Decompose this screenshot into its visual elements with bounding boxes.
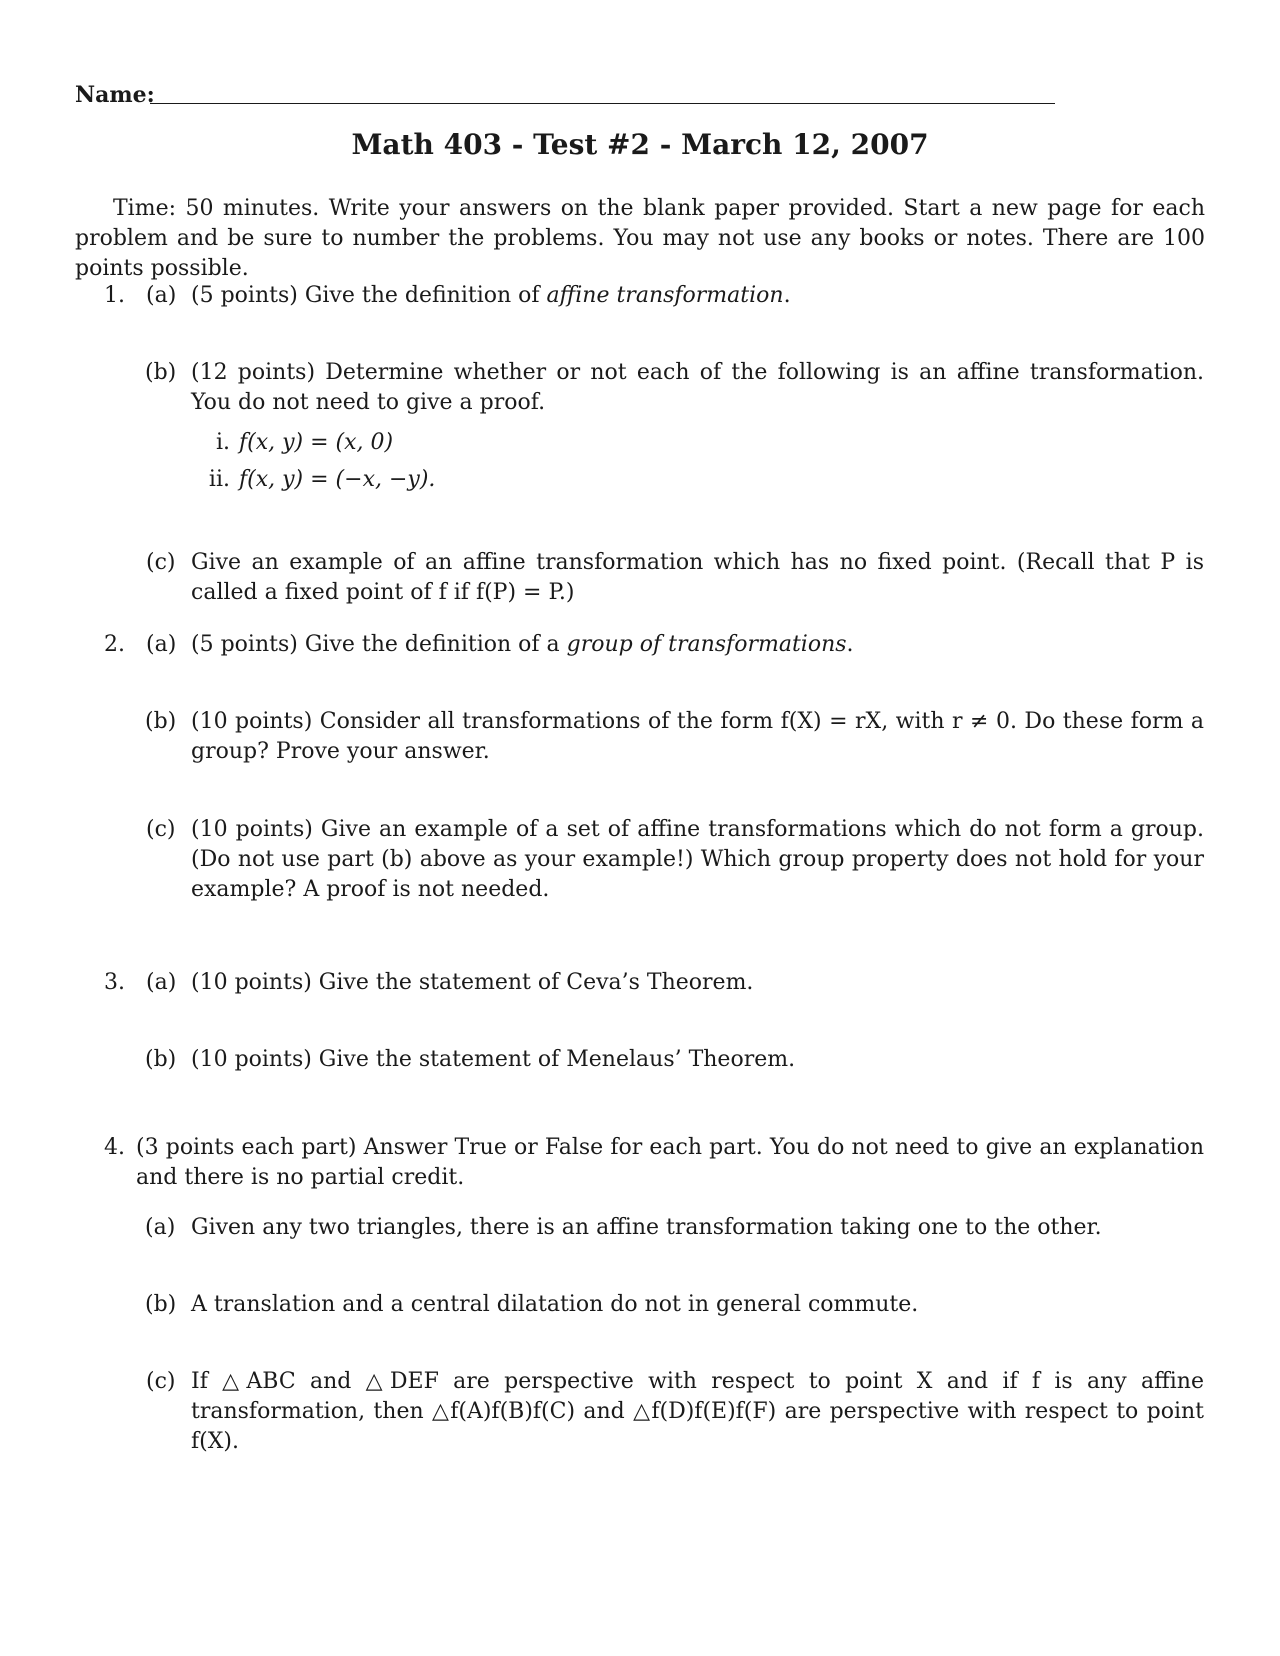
problem-2a-text-start: (5 points) Give the definition of a — [191, 632, 567, 657]
problem-2c-label: (c) — [146, 817, 176, 842]
problem-1c-label: (c) — [146, 550, 176, 575]
problem-1b-i-label: i. — [215, 430, 230, 455]
problem-1a-term: affine transformation — [546, 283, 784, 308]
problem-4-text: (3 points each part) Answer True or False for each part. You do not need to give an explanation and there is no partial credit. — [136, 1135, 1204, 1190]
problem-2a-term: group of transformations — [566, 632, 847, 657]
problem-3-number: 3. — [104, 970, 125, 995]
problem-4b-label: (b) — [145, 1292, 177, 1317]
problem-4-number: 4. — [104, 1135, 125, 1160]
problem-1b-ii-text: f(x, y) = (−x, −y). — [239, 467, 436, 492]
problem-1b-i-text: f(x, y) = (x, 0) — [239, 430, 394, 455]
problem-1a-label: (a) — [146, 283, 177, 308]
problem-3a-text: (10 points) Give the statement of Ceva’s Theorem. — [191, 970, 754, 995]
problem-1a-text — [191, 281, 1201, 311]
problem-3a-label: (a) — [146, 970, 177, 995]
problem-3b-label: (b) — [145, 1047, 177, 1072]
problem-4c-label: (c) — [146, 1369, 176, 1394]
problem-1a-text-end: . — [783, 283, 791, 308]
problem-2a-text — [191, 630, 1201, 660]
instructions-paragraph: Time: 50 minutes. Write your answers on the blank paper provided. Start a new page for each problem and be sure to number the problems. You may not use any books or notes. There are 100 points possible. — [75, 196, 1205, 281]
problem-1c-text: Give an example of an affine transformation which has no fixed point. (Recall that P is called a fixed point of f if f(P) = P.) — [191, 550, 1204, 605]
problem-1b-label: (b) — [145, 360, 177, 385]
problem-3b-text: (10 points) Give the statement of Menelaus’ Theorem. — [191, 1047, 796, 1072]
problem-2a-text-end: . — [846, 632, 854, 657]
problem-2b-label: (b) — [145, 709, 177, 734]
problem-1-number: 1. — [104, 283, 125, 308]
problem-2b-text: (10 points) Consider all transformations of the form f(X) = rX, with r ≠ 0. Do these form a group? Prove your answer. — [191, 709, 1204, 764]
problem-1b-ii-label: ii. — [208, 467, 230, 492]
problem-1a-text-start: (5 points) Give the definition of — [191, 283, 547, 308]
problem-2-number: 2. — [104, 632, 125, 657]
problem-4a-text: Given any two triangles, there is an affine transformation taking one to the other. — [191, 1215, 1102, 1240]
problem-4a-label: (a) — [145, 1215, 176, 1240]
problem-2a-label: (a) — [146, 632, 177, 657]
page-title: Math 403 - Test #2 - March 12, 2007 — [351, 128, 929, 161]
problem-1b-text: (12 points) Determine whether or not each of the following is an affine transformation. You do not need to give a proof. — [191, 360, 1204, 415]
problem-2c-text: (10 points) Give an example of a set of affine transformations which do not form a group. (Do not use part (b) above as your example!) Which group property does not hold for your example? A proof is not needed. — [191, 817, 1204, 902]
name-blank-line[interactable] — [150, 103, 1055, 104]
name-label: Name: — [75, 82, 155, 108]
problem-4b-text: A translation and a central dilatation do not in general commute. — [191, 1292, 919, 1317]
problem-4c-text: If △ABC and △DEF are perspective with respect to point X and if f is any affine transformation, then △f(A)f(B)f(C) and △f(D)f(E)f(F) are perspective with respect to point f(X). — [191, 1369, 1204, 1454]
